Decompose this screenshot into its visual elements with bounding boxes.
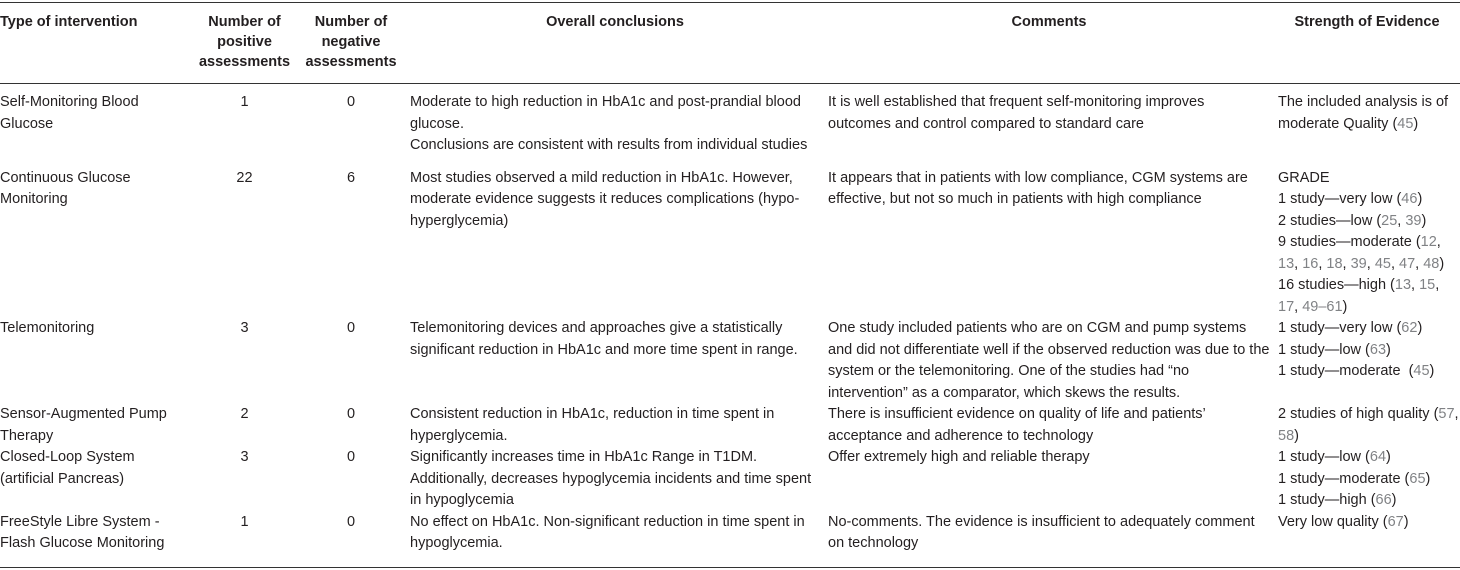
cell-negative: 6 xyxy=(346,169,356,186)
cell-type: Telemonitoring xyxy=(0,320,95,336)
cell-comments: Offer extremely high and reliable therapy xyxy=(828,449,1090,465)
strength-line: Very low quality (67) xyxy=(1278,513,1409,530)
cell-conclusions xyxy=(406,404,824,447)
cell-strength xyxy=(1274,512,1460,568)
header-strength: Strength of Evidence xyxy=(1274,3,1460,84)
conclusion-line: Consistent reduction in HbA1c, reduction in time spent in hyperglycemia. xyxy=(410,406,775,444)
strength-line: 1 study—low (63) xyxy=(1278,341,1391,358)
reference-link[interactable]: 13 xyxy=(1278,255,1295,272)
cell-positive: 2 xyxy=(240,406,249,422)
table-row xyxy=(0,512,1460,568)
cell-positive: 22 xyxy=(236,169,253,186)
conclusion-line: Conclusions are consistent with results from individual studies xyxy=(410,137,808,153)
header-comments: Comments xyxy=(824,3,1274,84)
reference-link[interactable]: 16 xyxy=(1302,255,1319,272)
header-type: Type of intervention xyxy=(0,3,193,84)
reference-link[interactable]: 12 xyxy=(1420,234,1437,250)
evidence-table xyxy=(0,2,1460,568)
reference-link[interactable]: 18 xyxy=(1326,255,1343,272)
table-row xyxy=(0,404,1460,447)
cell-type: Self-Monitoring Blood Glucose xyxy=(0,94,139,132)
reference-link[interactable]: 49–61 xyxy=(1302,298,1343,315)
cell-strength xyxy=(1274,404,1460,447)
reference-link[interactable]: 57 xyxy=(1438,406,1455,422)
cell-type: FreeStyle Libre System - Flash Glucose Monitoring xyxy=(0,512,193,568)
strength-line: 1 study—very low (46) xyxy=(1278,191,1423,207)
table-row xyxy=(0,84,1460,168)
reference-link[interactable]: 39 xyxy=(1405,212,1422,229)
reference-link[interactable]: 15 xyxy=(1419,277,1436,293)
table-row xyxy=(0,318,1460,404)
header-negative: Number of negative assessments xyxy=(296,3,406,84)
cell-positive: 1 xyxy=(193,512,296,568)
cell-comments: There is insufficient evidence on quality of life and patients’ acceptance and adherence to technology xyxy=(828,406,1206,444)
header-positive: Number of positive assessments xyxy=(193,3,296,84)
table-header xyxy=(0,3,1460,84)
reference-link[interactable]: 63 xyxy=(1369,341,1387,358)
cell-positive: 1 xyxy=(240,94,249,110)
reference-link[interactable]: 45 xyxy=(1413,363,1430,379)
conclusion-line: No effect on HbA1c. Non-significant reduction in time spent in hypoglycemia. xyxy=(410,513,805,551)
table-row xyxy=(0,168,1460,319)
strength-line: GRADE xyxy=(1278,169,1330,186)
reference-link[interactable]: 47 xyxy=(1399,255,1416,272)
reference-link[interactable]: 62 xyxy=(1401,320,1418,336)
reference-link[interactable]: 45 xyxy=(1397,115,1414,132)
strength-line: 2 studies of high quality (57, 58) xyxy=(1278,406,1459,444)
reference-link[interactable]: 46 xyxy=(1401,191,1418,207)
conclusion-line: Moderate to high reduction in HbA1c and post-prandial blood glucose. xyxy=(410,94,801,132)
cell-negative: 0 xyxy=(346,449,356,465)
cell-type: Continuous Glucose Monitoring xyxy=(0,169,131,207)
strength-line: 1 study—very low (62) xyxy=(1278,320,1423,336)
cell-type: Sensor-Augmented Pump Therapy xyxy=(0,406,167,444)
cell-comments: One study included patients who are on CGM and pump systems and did not differentiate well if the observed reduction was due to the system or the telemonitoring. One of the studies had “no intervention” as a comparator, which skews the results. xyxy=(828,320,1270,401)
cell-comments: It appears that in patients with low compliance, CGM systems are effective, but not so much in patients with high compliance xyxy=(828,169,1248,207)
table-body xyxy=(0,84,1460,568)
strength-line: 2 studies—low (25, 39) xyxy=(1278,212,1427,229)
cell-negative: 0 xyxy=(346,406,356,422)
reference-link[interactable]: 13 xyxy=(1394,277,1412,293)
cell-positive: 3 xyxy=(240,320,249,336)
reference-link[interactable]: 65 xyxy=(1409,470,1426,487)
reference-link[interactable]: 66 xyxy=(1375,492,1392,508)
cell-positive: 3 xyxy=(240,449,249,465)
strength-line: 16 studies—high (13, 15, 17, 49–61) xyxy=(1278,277,1440,315)
reference-link[interactable]: 58 xyxy=(1278,427,1295,444)
reference-link[interactable]: 67 xyxy=(1387,513,1404,530)
strength-line: The included analysis is of moderate Quality (45) xyxy=(1278,94,1449,132)
cell-conclusions xyxy=(406,512,824,568)
header-row xyxy=(0,3,1460,84)
cell-conclusions xyxy=(406,84,824,168)
cell-strength xyxy=(1274,318,1460,404)
cell-negative: 0 xyxy=(346,94,356,110)
conclusion-line: Most studies observed a mild reduction in HbA1c. However, moderate evidence suggests it reduces complications (hypo-hyperglycemia) xyxy=(410,169,800,229)
conclusion-line: Additionally, decreases hypoglycemia incidents and time spent in hypoglycemia xyxy=(410,470,812,508)
reference-link[interactable]: 48 xyxy=(1423,255,1440,272)
cell-strength xyxy=(1274,84,1460,168)
cell-negative: 0 xyxy=(346,320,356,336)
reference-link[interactable]: 45 xyxy=(1374,255,1391,272)
reference-link[interactable]: 25 xyxy=(1381,212,1398,229)
header-conclusions: Overall conclusions xyxy=(406,3,824,84)
cell-conclusions xyxy=(406,318,824,404)
reference-link[interactable]: 17 xyxy=(1278,298,1295,315)
reference-link[interactable]: 64 xyxy=(1369,449,1387,465)
cell-comments: It is well established that frequent self-monitoring improves outcomes and control compared to standard care xyxy=(828,94,1205,132)
cell-strength xyxy=(1274,168,1460,319)
table-row xyxy=(0,447,1460,512)
cell-type: Closed-Loop System (artificial Pancreas) xyxy=(0,449,135,487)
cell-negative: 0 xyxy=(296,512,406,568)
strength-line: 1 study—moderate (45) xyxy=(1278,363,1435,379)
cell-comments: No-comments. The evidence is insufficient to adequately comment on technology xyxy=(824,512,1274,568)
conclusion-line: Telemonitoring devices and approaches give a statistically significant reduction in HbA1c and more time spent in range. xyxy=(410,320,798,358)
cell-strength xyxy=(1274,447,1460,512)
cell-conclusions xyxy=(406,168,824,319)
strength-line: 1 study—low (64) xyxy=(1278,449,1391,465)
conclusion-line: Significantly increases time in HbA1c Range in T1DM. xyxy=(410,449,758,465)
reference-link[interactable]: 39 xyxy=(1350,255,1367,272)
strength-line: 1 study—moderate (65) xyxy=(1278,470,1431,487)
strength-line: 9 studies—moderate (12, 13, 16, 18, 39, 45, 47, 48) xyxy=(1278,234,1445,272)
strength-line: 1 study—high (66) xyxy=(1278,492,1397,508)
cell-conclusions xyxy=(406,447,824,512)
